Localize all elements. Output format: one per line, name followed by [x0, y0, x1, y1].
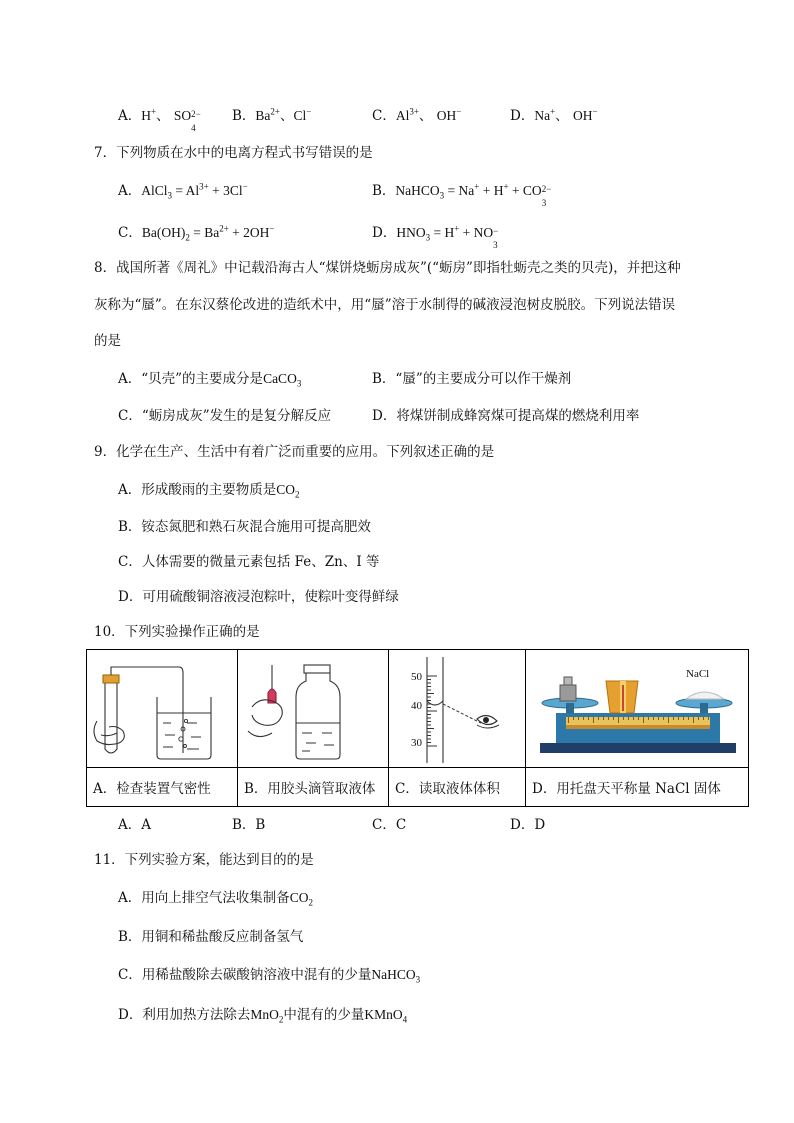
caption-a: A．检查装置气密性	[87, 768, 238, 807]
figure-dropper	[238, 650, 389, 768]
figure-airtightness-check	[87, 650, 238, 768]
q10-option-a: A．A	[118, 817, 151, 833]
q8-option-a: A．“贝壳”的主要成分是CaCO$_3$	[118, 371, 302, 389]
q6-option-c: C．$Al^{3+}$、 OH−	[372, 106, 462, 124]
cylinder-label-50: 50	[411, 670, 422, 683]
q10-figure-table	[86, 649, 749, 807]
caption-b: B．用胶头滴管取液体	[238, 768, 389, 807]
q7-option-b: B．NaHCO$_3$ = Na+ + H+ + CO 2− 3	[372, 181, 552, 208]
q8-stem-line2: 灰称为“蜃”。在东汉蔡伦改进的造纸术中，用“蜃”溶于水制得的碱液浸泡树皮脱胶。下列说法错误	[94, 297, 676, 313]
q7-option-a: A．AlCl$_3$ = $Al^{3+} + 3Cl^-$	[118, 181, 248, 201]
caption-d: D．用托盘天平称量 NaCl 固体	[526, 768, 749, 807]
q8-option-b: B．“蜃”的主要成分可以作干燥剂	[372, 371, 572, 387]
q9-option-b: B．铵态氮肥和熟石灰混合施用可提高肥效	[118, 519, 371, 535]
q6-option-b: B．$Ba^{2+}$、Cl−	[232, 106, 312, 124]
q6-option-a: A．H+、 SO 2− 4	[118, 106, 201, 133]
nacl-label: NaCl	[686, 667, 710, 680]
q7-option-c: C．$Ba(OH)_2 = Ba^{2+} + 2OH^-$	[118, 223, 275, 243]
q6-option-d: D．Na+、 OH−	[510, 106, 598, 124]
q11-option-c: C．用稀盐酸除去碳酸钠溶液中混有的少量NaHCO$_3$	[118, 967, 421, 985]
q7-option-d: D．$HNO_3 = H^+$ + NO − 3	[372, 223, 499, 250]
q9-option-d: D．可用硫酸铜溶液浸泡粽叶，使粽叶变得鲜绿	[118, 589, 399, 605]
q10-option-d: D．D	[510, 817, 546, 833]
q10-option-b: B．B	[232, 817, 266, 833]
q8-option-d: D．将煤饼制成蜂窝煤可提高煤的燃烧利用率	[372, 408, 640, 424]
q9-option-c: C．人体需要的微量元素包括 Fe、Zn、I 等	[118, 554, 380, 570]
q11-stem: 11．下列实验方案，能达到目的的是	[94, 852, 314, 868]
figure-balance	[526, 650, 749, 768]
q8-option-c: C．“蛎房成灰”发生的是复分解反应	[118, 408, 332, 424]
q11-option-b: B．用铜和稀盐酸反应制备氢气	[118, 929, 304, 945]
q11-option-a: A．用向上排空气法收集制备$CO_2$	[118, 890, 314, 908]
q10-stem: 10．下列实验操作正确的是	[94, 624, 260, 640]
q11-option-d: D．利用加热方法除去MnO$_2$中混有的少量KMnO$_4$	[118, 1007, 408, 1025]
caption-c: C．读取液体体积	[389, 768, 526, 807]
q7-stem: 7．下列物质在水中的电离方程式书写错误的是	[94, 145, 373, 161]
figure-graduated-cylinder	[389, 650, 526, 768]
q9-option-a: A．形成酸雨的主要物质是$CO_2$	[118, 482, 300, 500]
q8-stem-line3: 的是	[94, 333, 121, 349]
cylinder-label-40: 40	[411, 699, 422, 712]
cylinder-label-30: 30	[411, 736, 422, 749]
q8-stem-line1: 8．战国所著《周礼》中记载沿海古人“煤饼烧蛎房成灰”(“蛎房”即指牡蛎壳之类的贝壳)，并把这种	[94, 260, 681, 276]
q9-stem: 9．化学在生产、生活中有着广泛而重要的应用。下列叙述正确的是	[94, 444, 495, 460]
q10-option-c: C．C	[372, 817, 407, 833]
